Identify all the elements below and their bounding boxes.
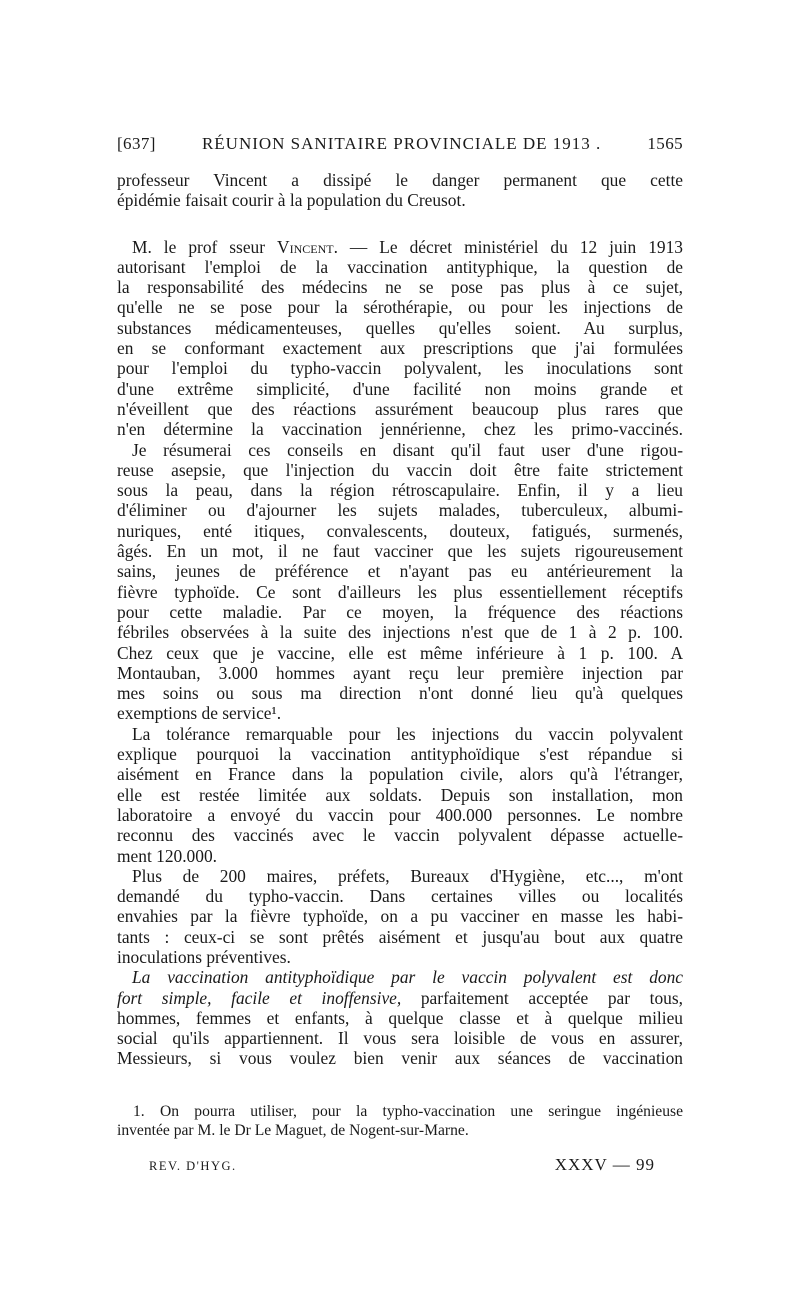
text-line: laboratoire a envoyé du vaccin pour 400.000 personnes. Le nombre: [117, 804, 683, 825]
text-line: reconnu des vaccinés avec le vaccin polyvalent dépasse actuelle-: [117, 825, 683, 846]
text-line: sains, jeunes de préférence et n'ayant pas eu antérieurement la: [117, 561, 683, 582]
footnote-line: 1. On pourra utiliser, pour la typho-vaccination une seringue ingénieuse: [133, 1103, 683, 1120]
text-line: d'une extrême simplicité, d'une facilité non moins grande et: [117, 378, 683, 399]
text-line: demandé du typho-vaccin. Dans certaines villes ou localités: [117, 886, 683, 907]
text-line: fébriles observées à la suite des injections n'est que de 1 à 2 p. 100.: [117, 622, 683, 643]
paragraph-6: [117, 967, 683, 1068]
page-number: 1565: [647, 134, 683, 153]
text-line: exemptions de service¹.: [117, 703, 282, 724]
text-line: âgés. En un mot, il ne faut vacciner que les sujets rigoureusement: [117, 541, 683, 562]
text-line: tants : ceux-ci se sont prêtés aisément et jusqu'au bout aux quatre: [117, 926, 683, 947]
paragraph-1: [117, 170, 683, 211]
text-line: envahies par la fièvre typhoïde, on a pu vacciner en masse les habi-: [117, 906, 683, 927]
page-reference: [637]: [117, 134, 156, 153]
page-footer: [117, 1149, 683, 1175]
text-line: fièvre typhoïde. Ce sont d'ailleurs les plus essentiellement réceptifs: [117, 581, 683, 602]
text-line: autorisant l'emploi de la vaccination antityphique, la question de: [117, 256, 683, 277]
text-line-rest: parfaitement acceptée par tous,: [401, 987, 683, 1008]
text-line: qu'elle ne se pose pour la sérothérapie, ou pour les injections de: [117, 297, 683, 318]
text-line: explique pourquoi la vaccination antityphoïdique s'est répandue si: [117, 744, 683, 765]
italic-line: La vaccination antityphoïdique par le vaccin polyvalent est donc: [132, 967, 683, 988]
text-line: nuriques, enté itiques, convalescents, douteux, fatigués, surmenés,: [117, 520, 683, 541]
speaker-title: M. le prof sseur: [132, 236, 278, 257]
speaker-line: [117, 237, 683, 257]
text-line: sous la peau, dans la région rétroscapulaire. Enfin, il y a lieu: [117, 480, 683, 501]
text-line: en se conformant exactement aux prescriptions que j'ai formulées: [117, 338, 683, 359]
paragraph-2: [117, 237, 683, 440]
text-line: La tolérance remarquable pour les injections du vaccin polyvalent: [132, 723, 683, 744]
speaker-line-rest: — Le décret ministériel du 12 juin 1913: [337, 236, 683, 257]
paragraph-5: [117, 866, 683, 967]
paragraph-3: [117, 440, 683, 724]
running-header: [117, 134, 683, 154]
body-text: [117, 170, 683, 1069]
text-line: elle est restée limitée aux soldats. Depuis son installation, mon: [117, 784, 683, 805]
paragraph-4: [117, 724, 683, 866]
text-line: professeur Vincent a dissipé le danger permanent que cette: [117, 170, 683, 190]
text-line: Plus de 200 maires, préfets, Bureaux d'Hygiène, etc..., m'ont: [132, 865, 683, 886]
text-line: d'éliminer ou d'ajourner les sujets malades, tuberculeux, albumi-: [117, 500, 683, 521]
text-line: Montauban, 3.000 hommes ayant reçu leur première injection par: [117, 662, 683, 683]
text-line: reuse asepsie, que l'injection du vaccin doit être faite strictement: [117, 459, 683, 480]
text-line: pour cette maladie. Par ce moyen, la fréquence des réactions: [117, 601, 683, 622]
text-line: Chez ceux que je vaccine, elle est même inférieure à 1 p. 100. A: [117, 642, 683, 663]
text-line: Messieurs, si vous voulez bien venir aux séances de vaccination: [117, 1048, 683, 1069]
footnote: [117, 1102, 683, 1140]
journal-signature: REV. D'HYG.: [149, 1159, 237, 1173]
footnote-line: inventée par M. le Dr Le Maguet, de Nogent-sur-Marne.: [117, 1122, 469, 1139]
text-line: la responsabilité des médecins ne se pose pas plus à ce sujet,: [117, 277, 683, 298]
text-line: social qu'ils appartiennent. Il vous sera loisible de vous en assurer,: [117, 1028, 683, 1049]
text-line: substances médicamenteuses, quelles qu'elles soient. Au surplus,: [117, 317, 683, 338]
text-line: ment 120.000.: [117, 845, 217, 866]
text-line: inoculations préventives.: [117, 946, 291, 967]
italic-phrase: fort simple, facile et inoffensive,: [117, 987, 402, 1008]
text-line: Je résumerai ces conseils en disant qu'il faut user d'une rigou-: [132, 439, 683, 460]
text-line: hommes, femmes et enfants, à quelque classe et à quelque milieu: [117, 1007, 683, 1028]
text-line: n'en détermine la vaccination jennérienne, chez les primo-vaccinés.: [117, 419, 683, 440]
mixed-line: [117, 988, 683, 1008]
speaker-name: Vincent.: [277, 236, 338, 257]
volume-signature: XXXV — 99: [554, 1155, 655, 1174]
text-line: mes soins ou sous ma direction n'ont donné lieu qu'à quelques: [117, 683, 683, 704]
text-line: n'éveillent que des réactions assurément beaucoup plus rares que: [117, 398, 683, 419]
text-line: aisément en France dans la population civile, alors qu'à l'étranger,: [117, 764, 683, 785]
running-title: RÉUNION SANITAIRE PROVINCIALE DE 1913 .: [201, 134, 602, 153]
text-line: pour l'emploi du typho-vaccin polyvalent, les inoculations sont: [117, 358, 683, 379]
text-line: épidémie faisait courir à la population du Creusot.: [117, 190, 466, 211]
